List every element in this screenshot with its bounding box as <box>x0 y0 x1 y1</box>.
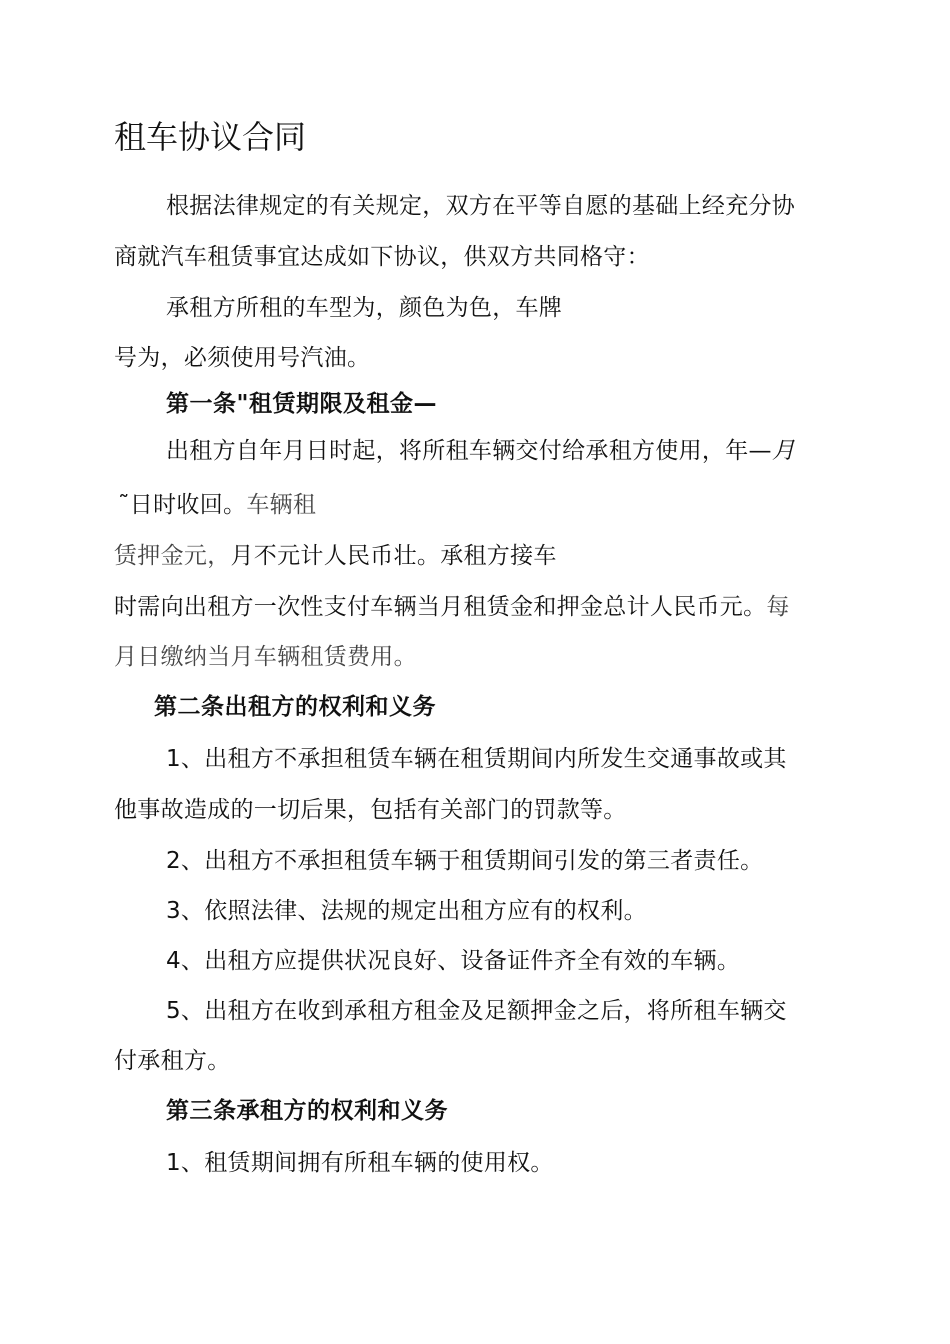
vehicle-line-2: 号为，必须使用号汽油。 <box>114 345 371 371</box>
article-1-deposit-line-main: 赁押金元， <box>114 543 231 569</box>
article-2-heading: 第二条出租方的权利和义务 <box>154 694 436 720</box>
article-1-paragraph-line-2 <box>118 490 316 520</box>
article-1-paragraph-line-2-main: ˜日时收回。 <box>118 492 247 518</box>
intro-line-1: 根据法律规定的有关规定，双方在平等自愿的基础上经充分协 <box>166 193 796 219</box>
intro-line-2: 商就汽车租赁事宜达成如下协议，供双方共同格守： <box>114 244 650 270</box>
article-1-payment-line-2: 月日缴纳当月车辆租赁费用。 <box>114 644 417 670</box>
article-2-item-5-line-1: 5、出租方在收到承租方租金及足额押金之后，将所租车辆交 <box>166 998 787 1024</box>
article-1-paragraph-line-1 <box>166 436 795 466</box>
article-1-heading: 第一条"租赁期限及租金— <box>166 391 437 417</box>
article-1-payment-line-1-tail: 每 <box>766 594 790 620</box>
article-1-payment-line-1 <box>114 592 790 622</box>
article-1-paragraph-line-2-tail: 车辆租 <box>246 492 317 518</box>
article-1-paragraph-line-1-main: 出租方自年月日时起，将所租车辆交付给承租方使用，年— <box>166 438 772 464</box>
article-2-item-2: 2、出租方不承担租赁车辆于租赁期间引发的第三者责任。 <box>166 848 764 874</box>
article-3-item-1: 1、租赁期间拥有所租车辆的使用权。 <box>166 1150 554 1176</box>
article-1-deposit-line <box>114 541 557 571</box>
article-1-deposit-line-tail: 月不元计人民币壮。承租方接车 <box>230 543 557 569</box>
article-2-item-5-line-2: 付承租方。 <box>114 1048 231 1074</box>
article-2-item-4: 4、出租方应提供状况良好、设备证件齐全有效的车辆。 <box>166 948 741 974</box>
article-2-item-1-line-1: 1、出租方不承担租赁车辆在租赁期间内所发生交通事故或其 <box>166 746 787 772</box>
vehicle-line-1: 承租方所租的车型为，颜色为色，车牌 <box>166 295 563 321</box>
article-1-paragraph-line-1-tail: 月 <box>771 438 796 464</box>
article-1-payment-line-1-main: 时需向出租方一次性支付车辆当月租赁金和押金总计人民币元。 <box>114 594 767 620</box>
article-2-item-3: 3、依照法律、法规的规定出租方应有的权利。 <box>166 898 647 924</box>
document-title: 租车协议合同 <box>114 118 307 156</box>
article-2-item-1-line-2: 他事故造成的一切后果，包括有关部门的罚款等。 <box>114 797 627 823</box>
article-3-heading: 第三条承租方的权利和义务 <box>166 1098 448 1124</box>
